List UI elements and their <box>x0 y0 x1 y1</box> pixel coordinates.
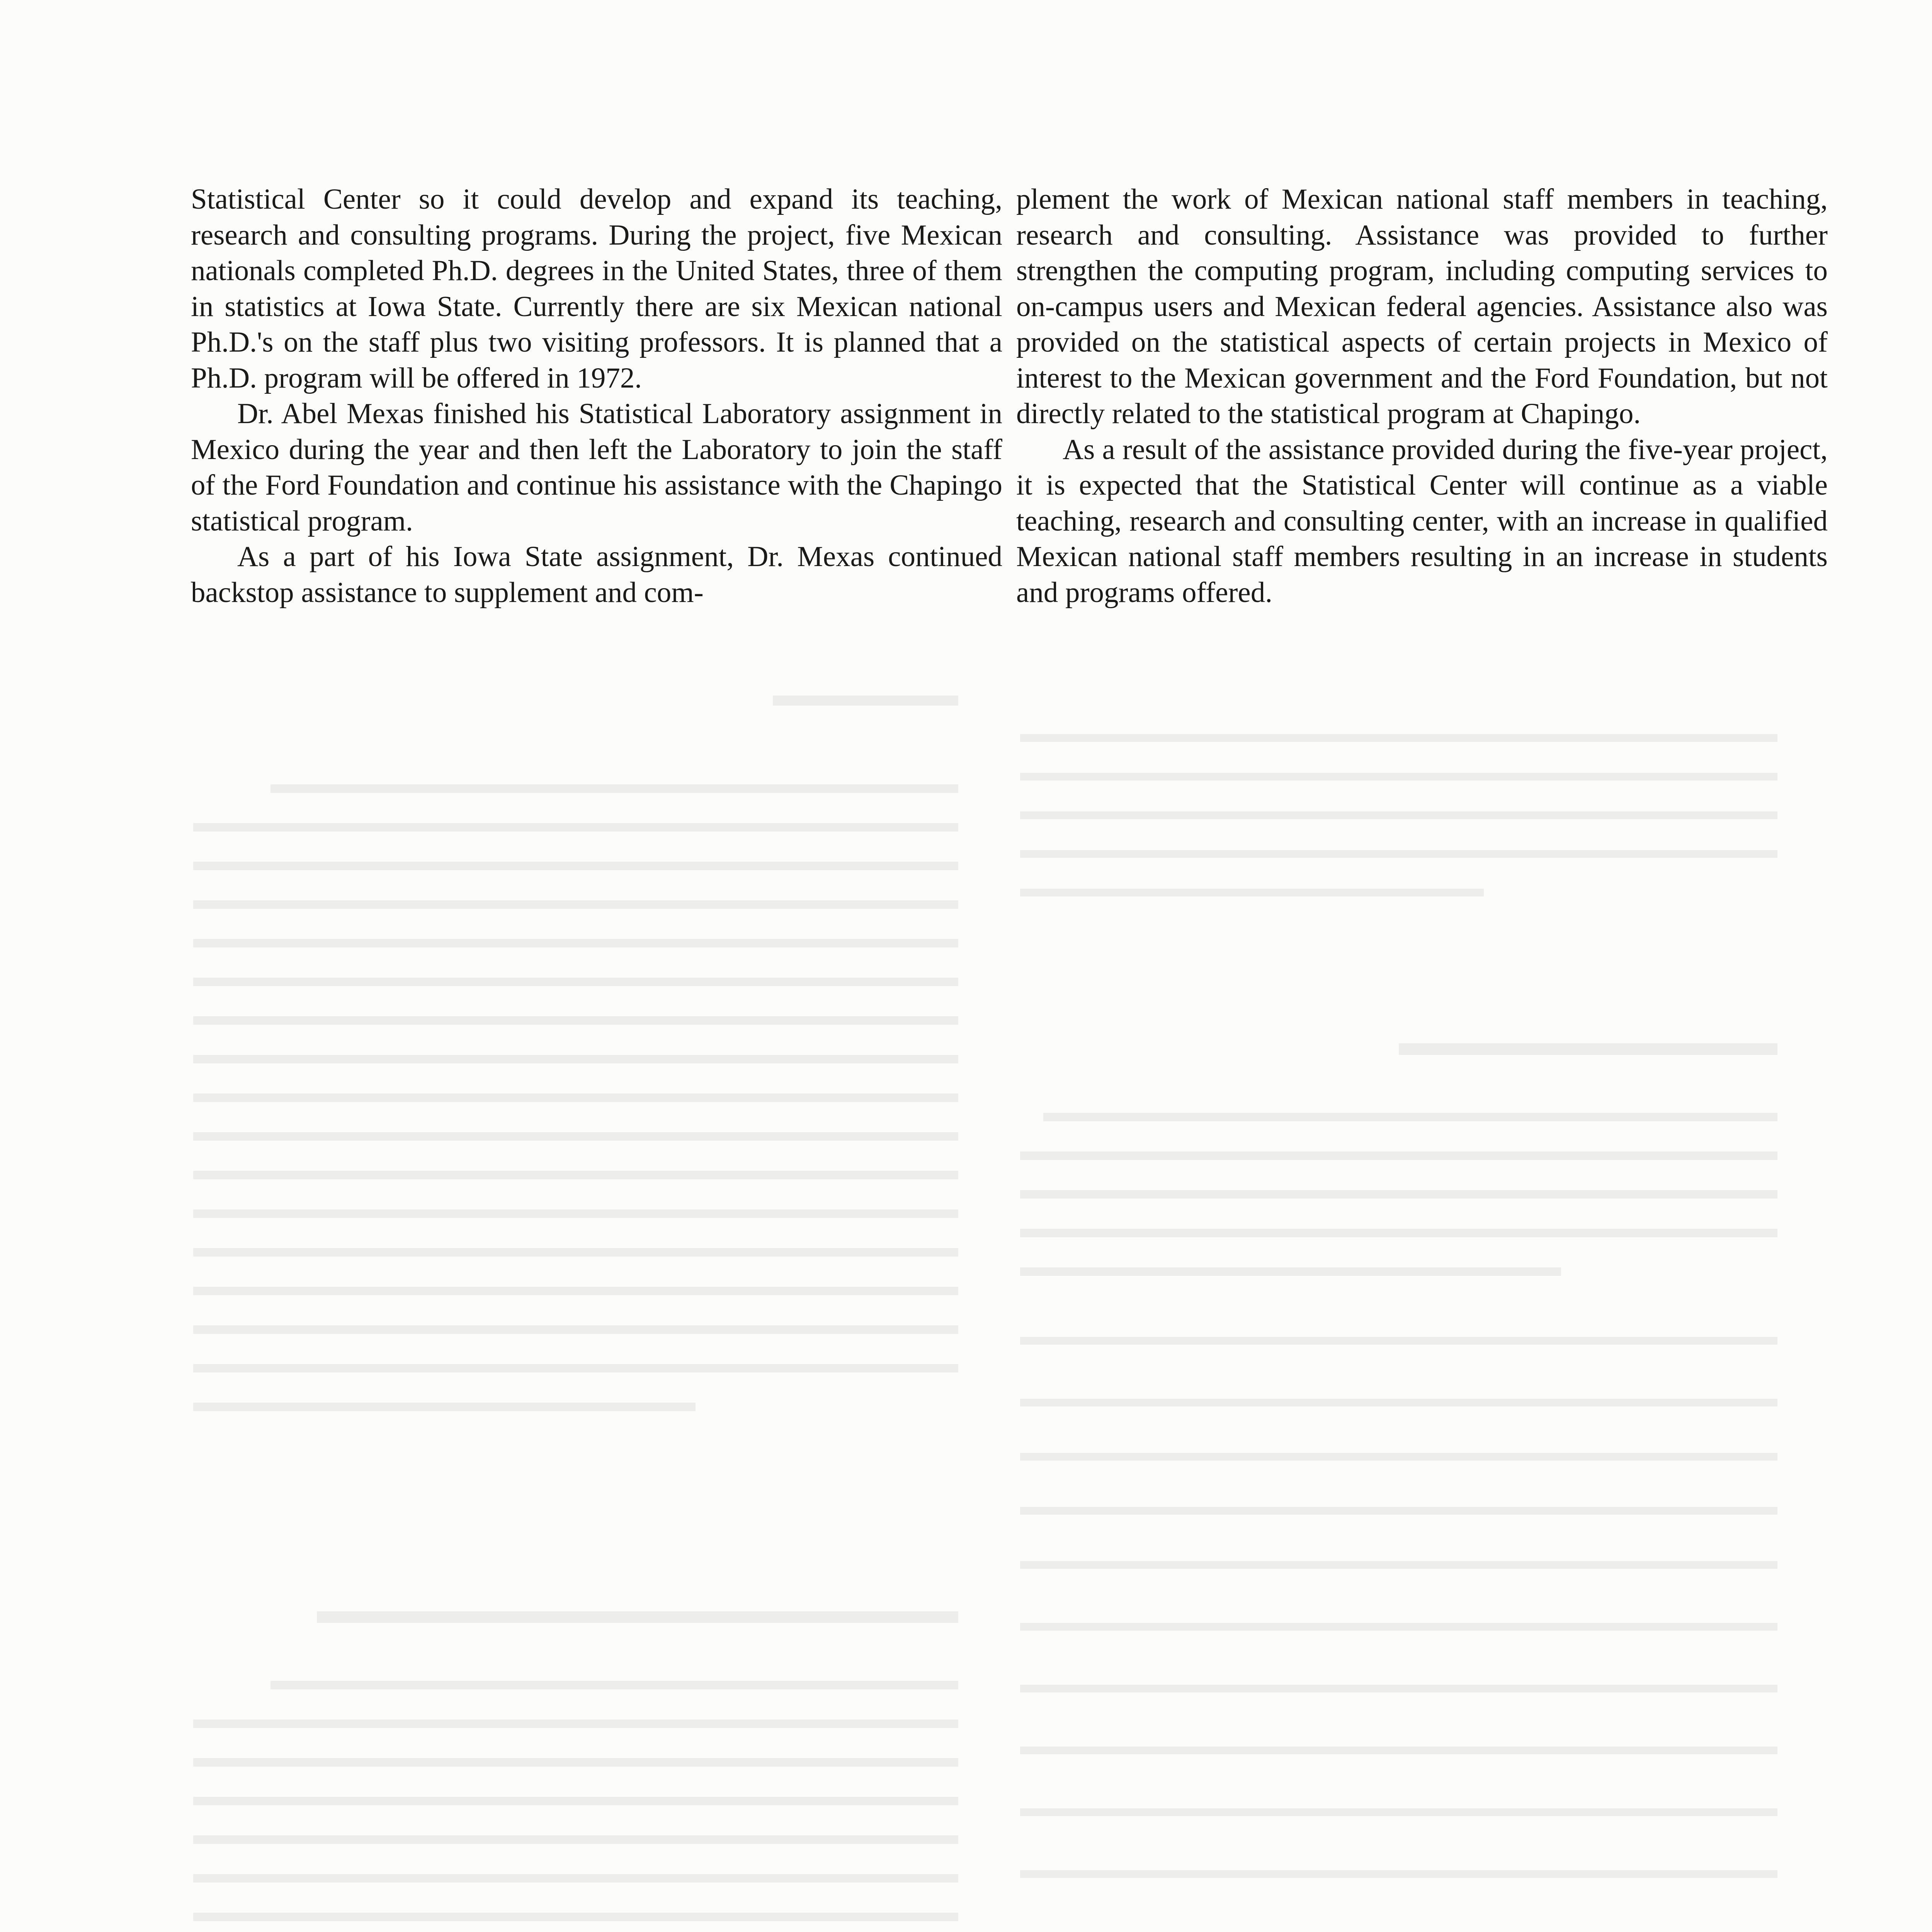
paragraph: Dr. Abel Mexas finished his Statistical Laboratory assignment in Mexico during the year and then left the Laboratory to join the staff of the Ford Foundation and continue his assistance with the Chapingo statistical program. <box>191 398 1002 537</box>
left-text-column <box>191 182 1002 611</box>
paragraph: Statistical Center so it could develop and expand its teaching, research and consulting programs. During the project, five Mexican nationals completed Ph.D. degrees in the United States, three of them in statistics at Iowa State. Currently there are six Mexican national Ph.D.'s on the staff plus two visiting professors. It is planned that a Ph.D. program will be offered in 1972. <box>191 183 1002 394</box>
paragraph: plement the work of Mexican national staff members in teaching, research and consulting. Assistance was provided to further strengthen the computing program, including computing services to on-campus users and Mexican federal agencies. Assistance also was provided on the statistical aspects of certain projects in Mexico of interest to the Mexican government and the Ford Foundation, but not directly related to the statistical program at Chapingo. <box>1016 183 1828 430</box>
right-text-column <box>1016 182 1828 611</box>
paragraph: As a result of the assistance provided during the five-year project, it is expected that the Statistical Center will continue as a viable teaching, research and consulting center, with an increase in qualified Mexican national staff members resulting in an increase in students and programs offered. <box>1016 433 1828 609</box>
paragraph: As a part of his Iowa State assignment, Dr. Mexas continued backstop assistance to supplement and com- <box>191 541 1002 609</box>
